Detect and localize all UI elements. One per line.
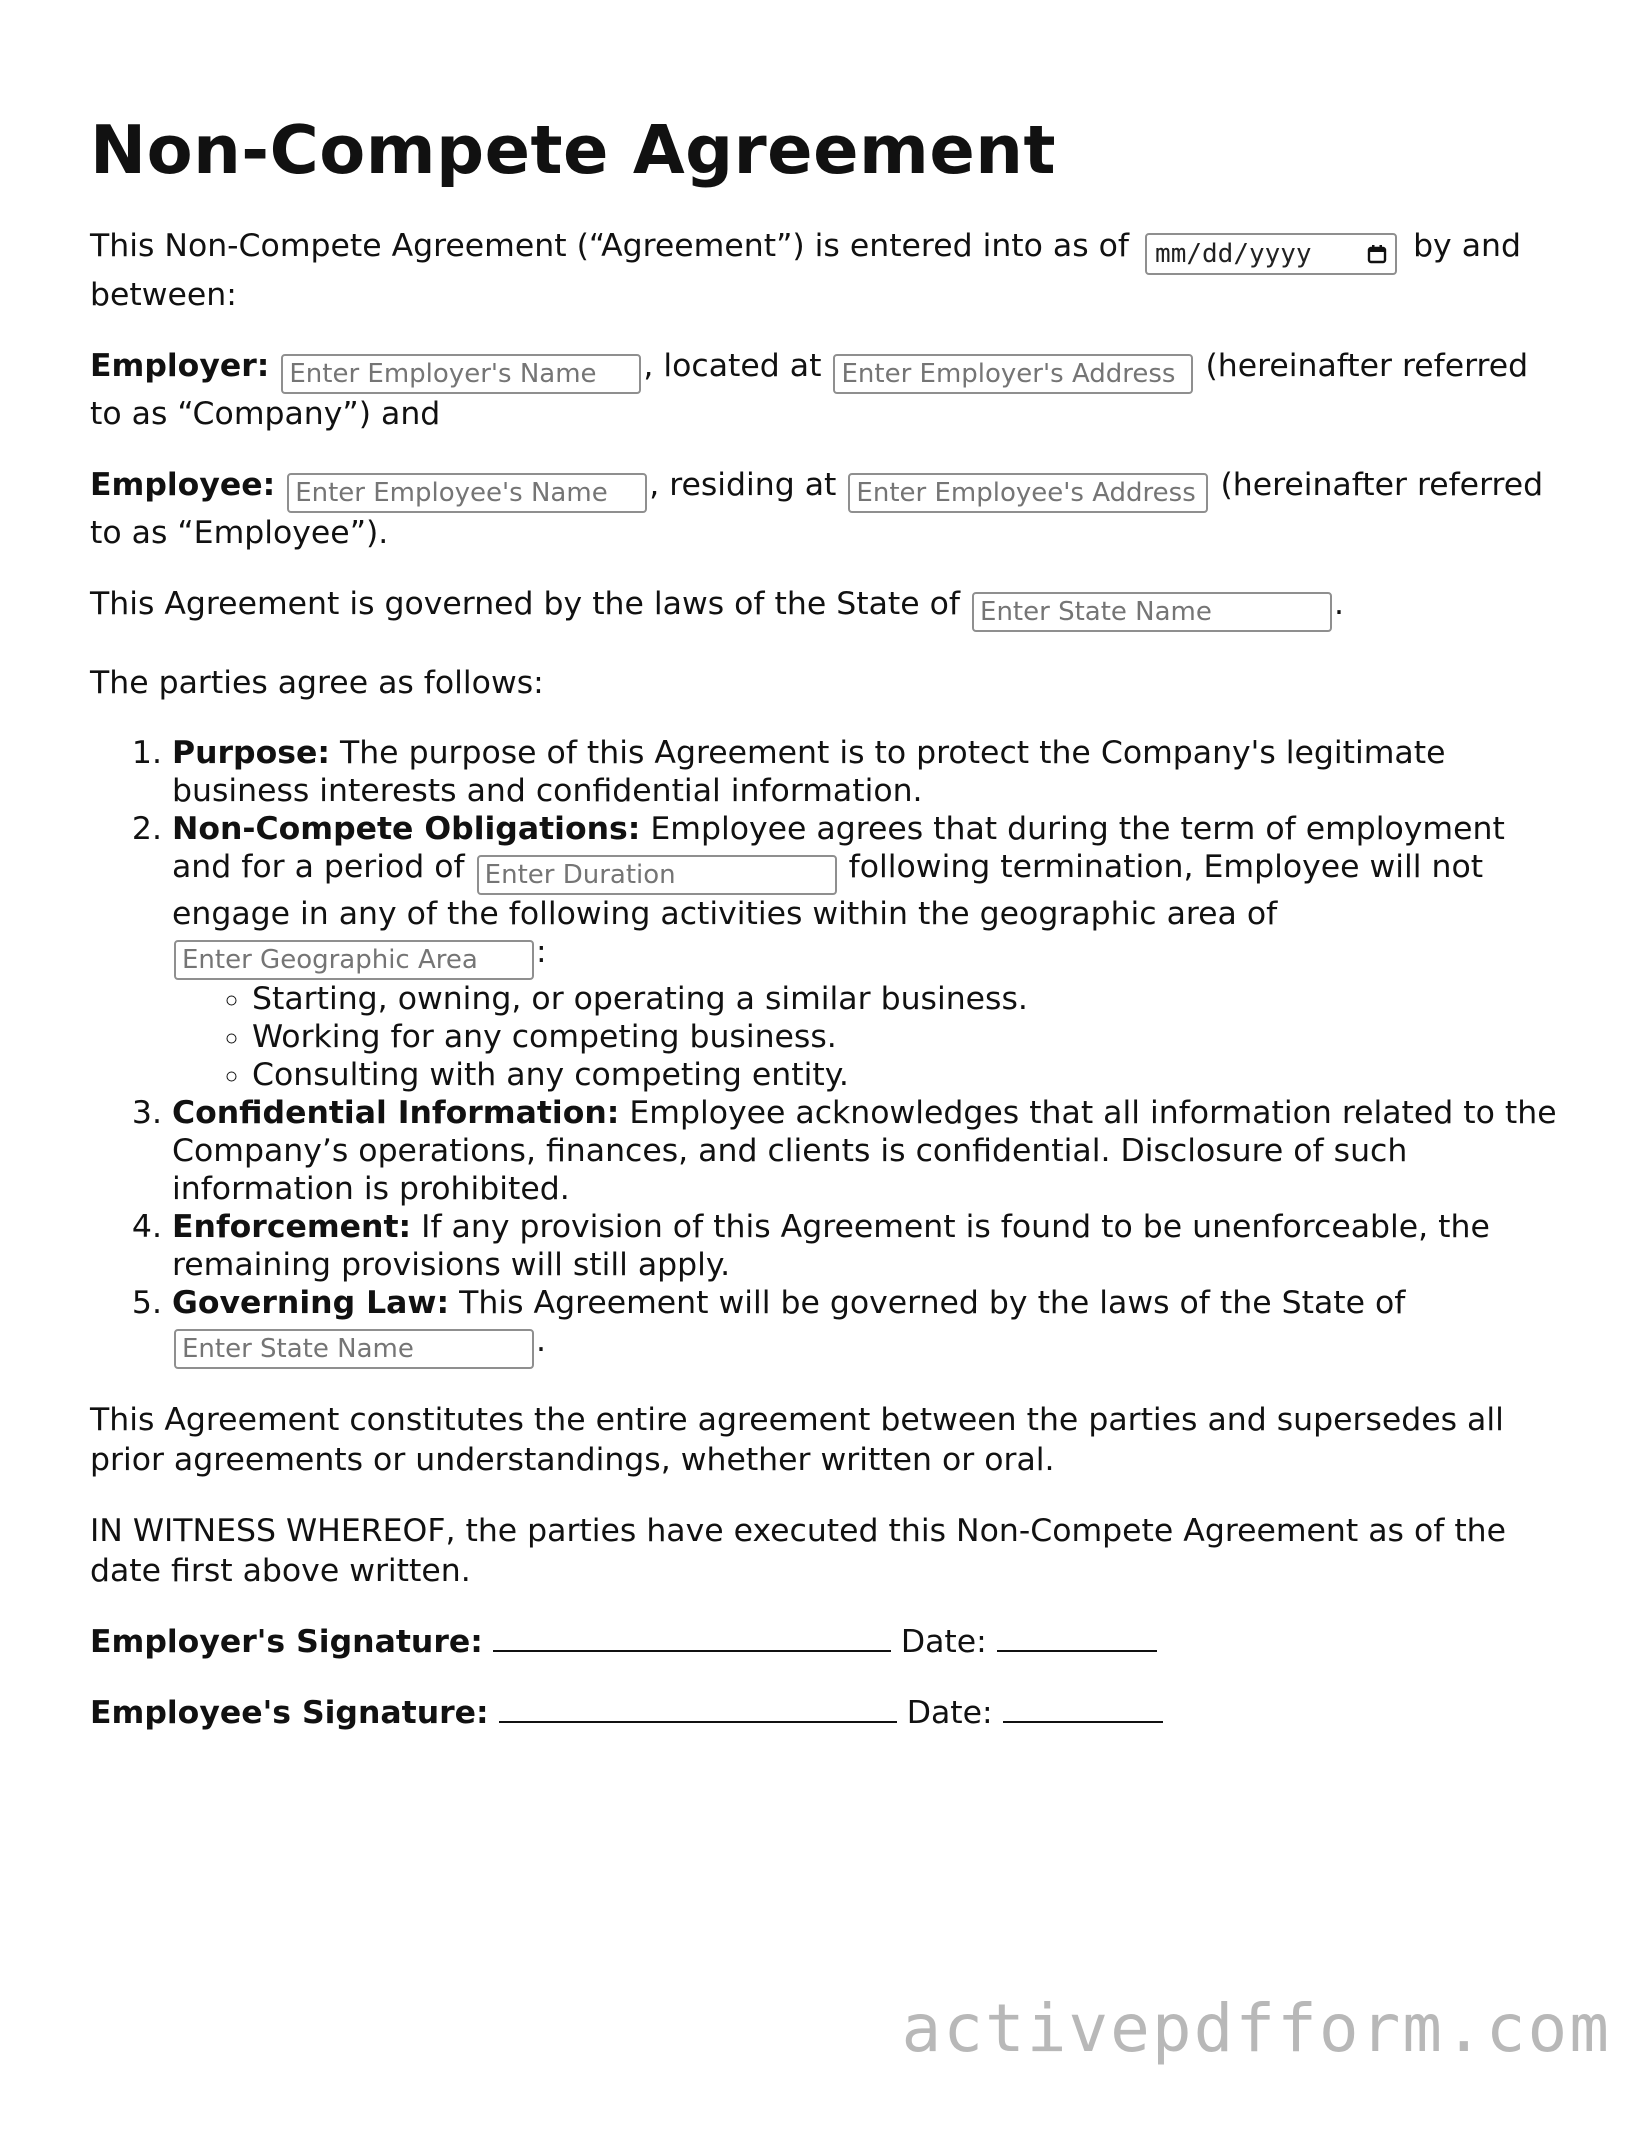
clause-non-compete bbox=[172, 810, 1560, 1094]
governed-end: . bbox=[1334, 586, 1345, 622]
geographic-area-input[interactable] bbox=[174, 940, 534, 980]
clause-governing-law bbox=[172, 1284, 1560, 1369]
employee-paragraph bbox=[90, 465, 1560, 553]
agreement-date-input[interactable] bbox=[1145, 233, 1397, 275]
employer-signature-line bbox=[90, 1622, 1560, 1662]
clause-text: Employee agrees that during the term of employment and for a period of bbox=[172, 811, 1505, 885]
clause-text: The purpose of this Agreement is to protect the Company's legitimate business interests and confidential information. bbox=[172, 735, 1446, 809]
document-page bbox=[90, 110, 1560, 1764]
clause-text: This Agreement will be governed by the laws of the State of bbox=[459, 1285, 1406, 1321]
employer-name-input[interactable] bbox=[281, 354, 641, 394]
clause-title: Enforcement: bbox=[172, 1209, 412, 1245]
employer-address-input[interactable] bbox=[833, 354, 1193, 394]
clause-title: Purpose: bbox=[172, 735, 330, 771]
activity-list bbox=[172, 980, 1560, 1094]
employee-label: Employee: bbox=[90, 467, 276, 503]
governed-paragraph bbox=[90, 584, 1560, 632]
watermark: activepdfform.com bbox=[901, 1990, 1611, 2067]
employer-date-blank[interactable] bbox=[997, 1622, 1157, 1652]
employer-paragraph bbox=[90, 346, 1560, 434]
clause-enforcement bbox=[172, 1208, 1560, 1284]
clause-text: If any provision of this Agreement is found to be unenforceable, the remaining provisions will still apply. bbox=[172, 1209, 1490, 1283]
employee-name-input[interactable] bbox=[287, 473, 647, 513]
list-item: ◦ Starting, owning, or operating a similar business. bbox=[252, 980, 1560, 1018]
parties-agree-text: The parties agree as follows: bbox=[90, 665, 544, 701]
intro-tail: by and between: bbox=[90, 228, 1521, 313]
witness-paragraph: IN WITNESS WHEREOF, the parties have executed this Non-Compete Agreement as of the date first above written. bbox=[90, 1513, 1507, 1589]
clause-text: Employee acknowledges that all information related to the Company’s operations, finances, and clients is confidential. Disclosure of such information is prohibited. bbox=[172, 1095, 1557, 1207]
clause-title: Non-Compete Obligations: bbox=[172, 811, 641, 847]
clause-confidential bbox=[172, 1094, 1560, 1208]
employer-date-label: Date: bbox=[900, 1624, 987, 1660]
employee-address-input[interactable] bbox=[848, 473, 1208, 513]
calendar-icon[interactable] bbox=[1367, 244, 1387, 264]
governed-text: This Agreement is governed by the laws of the State of bbox=[90, 586, 960, 622]
clause-colon: : bbox=[536, 934, 547, 970]
employee-residing-text: , residing at bbox=[649, 467, 837, 503]
employer-label: Employer: bbox=[90, 348, 270, 384]
employee-date-label: Date: bbox=[906, 1695, 993, 1731]
intro-paragraph bbox=[90, 226, 1560, 315]
entire-agreement-paragraph: This Agreement constitutes the entire agreement between the parties and supersedes all prior agreements or understandings, whether written or oral. bbox=[90, 1402, 1504, 1478]
employee-signature-blank[interactable] bbox=[499, 1693, 897, 1723]
page-title: Non-Compete Agreement bbox=[90, 111, 1057, 189]
clause-text: following termination, Employee will not engage in any of the following activities within the geographic area of bbox=[172, 849, 1484, 932]
duration-input[interactable] bbox=[477, 855, 837, 895]
employer-located-text: , located at bbox=[643, 348, 822, 384]
list-item: ◦ Working for any competing business. bbox=[252, 1018, 1560, 1056]
governing-state-input[interactable] bbox=[972, 592, 1332, 632]
employee-date-blank[interactable] bbox=[1003, 1693, 1163, 1723]
clause-title: Governing Law: bbox=[172, 1285, 450, 1321]
employer-signature-label: Employer's Signature: bbox=[90, 1624, 483, 1660]
employee-signature-line bbox=[90, 1693, 1560, 1733]
employer-tail: (hereinafter referred to as “Company”) and bbox=[90, 348, 1529, 432]
date-placeholder: mm/dd/yyyy bbox=[1155, 239, 1312, 269]
list-item: ◦ Consulting with any competing entity. bbox=[252, 1056, 1560, 1094]
governing-law-state-input[interactable] bbox=[174, 1329, 534, 1369]
clause-list bbox=[90, 734, 1560, 1369]
clause-title: Confidential Information: bbox=[172, 1095, 620, 1131]
employer-signature-blank[interactable] bbox=[493, 1622, 891, 1652]
intro-text: This Non-Compete Agreement (“Agreement”) is entered into as of bbox=[90, 228, 1130, 264]
employee-signature-label: Employee's Signature: bbox=[90, 1695, 489, 1731]
clause-purpose bbox=[172, 734, 1560, 810]
employee-tail: (hereinafter referred to as “Employee”). bbox=[90, 467, 1544, 551]
clause-end: . bbox=[536, 1323, 547, 1359]
